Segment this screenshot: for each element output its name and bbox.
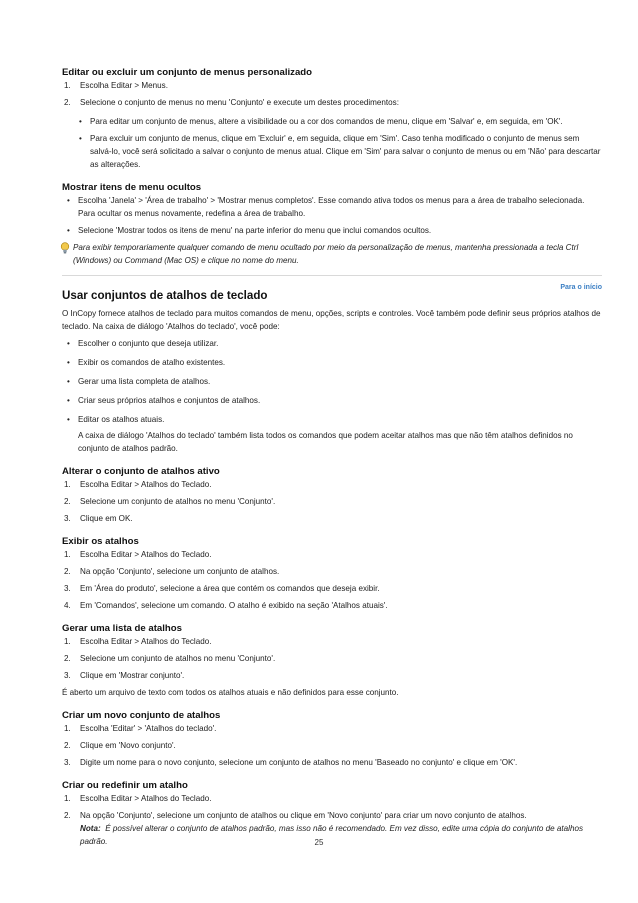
heading-view-shortcuts: Exibir os atalhos <box>62 536 139 547</box>
list-item: 2. Na opção 'Conjunto', selecione um conjunto de atalhos. <box>64 567 280 576</box>
note-text: É possível alterar o conjunto de atalhos padrão, mas isso não é recomendado. Em vez disso, edite uma cópia do conjunto de atalhos padrão. <box>80 824 584 846</box>
tip-text: Para exibir temporariamente qualquer comando de menu ocultado por meio da personalização de menus, mantenha pressionada a tecla Ctrl (Windows) ou Command (Mac OS) e clique no nome do menu. <box>73 243 579 265</box>
list-item: 1. Escolha 'Editar' > 'Atalhos do teclado'. <box>64 724 217 733</box>
list-item: 1. Escolha Editar > Atalhos do Teclado. <box>64 637 212 646</box>
list-item: 2. Selecione o conjunto de menus no menu 'Conjunto' e execute um destes procedimentos: • Para editar um conjunto de menus, altere a visibilidade ou a cor dos comandos de menu, clique em 'Salvar' e, em seguida, em 'OK'. • Para excluir um conjunto de menus, clique em 'Excluir' e, em seguida, clique em 'Sim'. Caso tenha modificado o conjunto de menus sem salvá-lo, você será solicitado a salvar o conjunto de menus atual. Clique em 'Sim' para salvar o conjunto de menus ou em 'Não' para descartar as alterações. <box>62 96 602 171</box>
heading-change-active-set: Alterar o conjunto de atalhos ativo <box>62 466 220 477</box>
list-item: 3. Digite um nome para o novo conjunto, selecione um conjunto de atalhos no menu 'Baseado no conjunto' e clique em 'OK'. <box>64 758 518 767</box>
note-label: Nota: <box>80 824 101 833</box>
list-item: 2. Selecione um conjunto de atalhos no menu 'Conjunto'. <box>64 497 276 506</box>
sub-bullets-section1 <box>62 115 602 171</box>
list-item: • Gerar uma lista completa de atalhos. <box>62 375 602 388</box>
bullets-section2 <box>62 194 602 237</box>
heading-create-new-set: Criar um novo conjunto de atalhos <box>62 710 221 721</box>
list-item: 4. Em 'Comandos', selecione um comando. O atalho é exibido na seção 'Atalhos atuais'. <box>64 601 388 610</box>
list-item: • Para editar um conjunto de menus, altere a visibilidade ou a cor dos comandos de menu, clique em 'Salvar' e, em seguida, em 'OK'. <box>62 115 602 128</box>
heading-generate-list: Gerar uma lista de atalhos <box>62 623 182 634</box>
heading-create-redefine-shortcut: Criar ou redefinir um atalho <box>62 780 188 791</box>
back-to-top-link[interactable]: Para o início <box>560 284 602 291</box>
steps-section5 <box>62 548 602 612</box>
document-page <box>62 66 602 852</box>
intro-paragraph: O InCopy fornece atalhos de teclado para muitos comandos de menu, opções, scripts e controles. Você também pode definir seus próprios atalhos de teclado. Na caixa de diálogo 'Atalhos do teclado', você pode: <box>62 309 601 331</box>
list-item: • Escolha 'Janela' > 'Área de trabalho' > 'Mostrar menus completos'. Esse comando ativa todos os menus para a área de trabalho selecionada. Para ocultar os menus novamente, redefina a área de trabalho. <box>62 194 602 220</box>
bullets-section3 <box>62 337 602 426</box>
list-item: 3. Em 'Área do produto', selecione a área que contém os comandos que deseja exibir. <box>64 584 380 593</box>
heading-edit-delete-menu-set: Editar ou excluir um conjunto de menus personalizado <box>62 67 313 78</box>
list-item: 3. Clique em OK. <box>64 514 133 523</box>
list-item: 1. Escolha Editar > Atalhos do Teclado. <box>64 480 212 489</box>
steps-section7 <box>62 722 602 769</box>
page-number: 25 <box>314 838 324 847</box>
list-item: • Editar os atalhos atuais. <box>62 413 602 426</box>
steps-section1 <box>62 79 602 171</box>
list-item: • Selecione 'Mostrar todos os itens de menu' na parte inferior do menu que inclui comandos ocultos. <box>62 224 602 237</box>
shortcuts-note: A caixa de diálogo 'Atalhos do teclado' também lista todos os comandos que podem aceitar atalhos mas que não têm atalhos definidos no conjunto de atalhos padrão. <box>78 431 573 453</box>
lightbulb-icon <box>60 242 70 254</box>
heading-show-hidden-items: Mostrar itens de menu ocultos <box>62 182 202 193</box>
list-item: 1. Escolha Editar > Menus. <box>64 81 168 90</box>
list-item: 2. Clique em 'Novo conjunto'. <box>64 741 176 750</box>
list-item: • Exibir os comandos de atalho existentes. <box>62 356 602 369</box>
generate-list-result: É aberto um arquivo de texto com todos os atalhos atuais e não definidos para esse conjunto. <box>62 688 399 697</box>
list-item: 2. Selecione um conjunto de atalhos no menu 'Conjunto'. <box>64 654 276 663</box>
list-item: 3. Clique em 'Mostrar conjunto'. <box>64 671 185 680</box>
list-item: 1. Escolha Editar > Atalhos do Teclado. <box>64 550 212 559</box>
list-item: 1. Escolha Editar > Atalhos do Teclado. <box>64 794 212 803</box>
list-item: • Para excluir um conjunto de menus, clique em 'Excluir' e, em seguida, clique em 'Sim'. Caso tenha modificado o conjunto de menus sem salvá-lo, você será solicitado a salvar o conjunto de menus atual. Clique em 'Sim' para salvar o conjunto de menus ou em 'Não' para descartar as alterações. <box>62 132 602 171</box>
list-item: • Criar seus próprios atalhos e conjuntos de atalhos. <box>62 394 602 407</box>
heading-keyboard-shortcuts: Usar conjuntos de atalhos de teclado <box>62 289 268 302</box>
tip-note <box>62 241 602 267</box>
list-item: 2. Na opção 'Conjunto', selecione um conjunto de atalhos ou clique em 'Novo conjunto' para criar um novo conjunto de atalhos. Nota: É possível alterar o conjunto de atalhos padrão, mas isso não é recomendado. Em vez disso, edite uma cópia do conjunto de atalhos padrão. <box>62 809 602 848</box>
section-divider <box>62 275 602 303</box>
steps-section6 <box>62 635 602 682</box>
steps-section4 <box>62 478 602 525</box>
list-item: • Escolher o conjunto que deseja utilizar. <box>62 337 602 350</box>
